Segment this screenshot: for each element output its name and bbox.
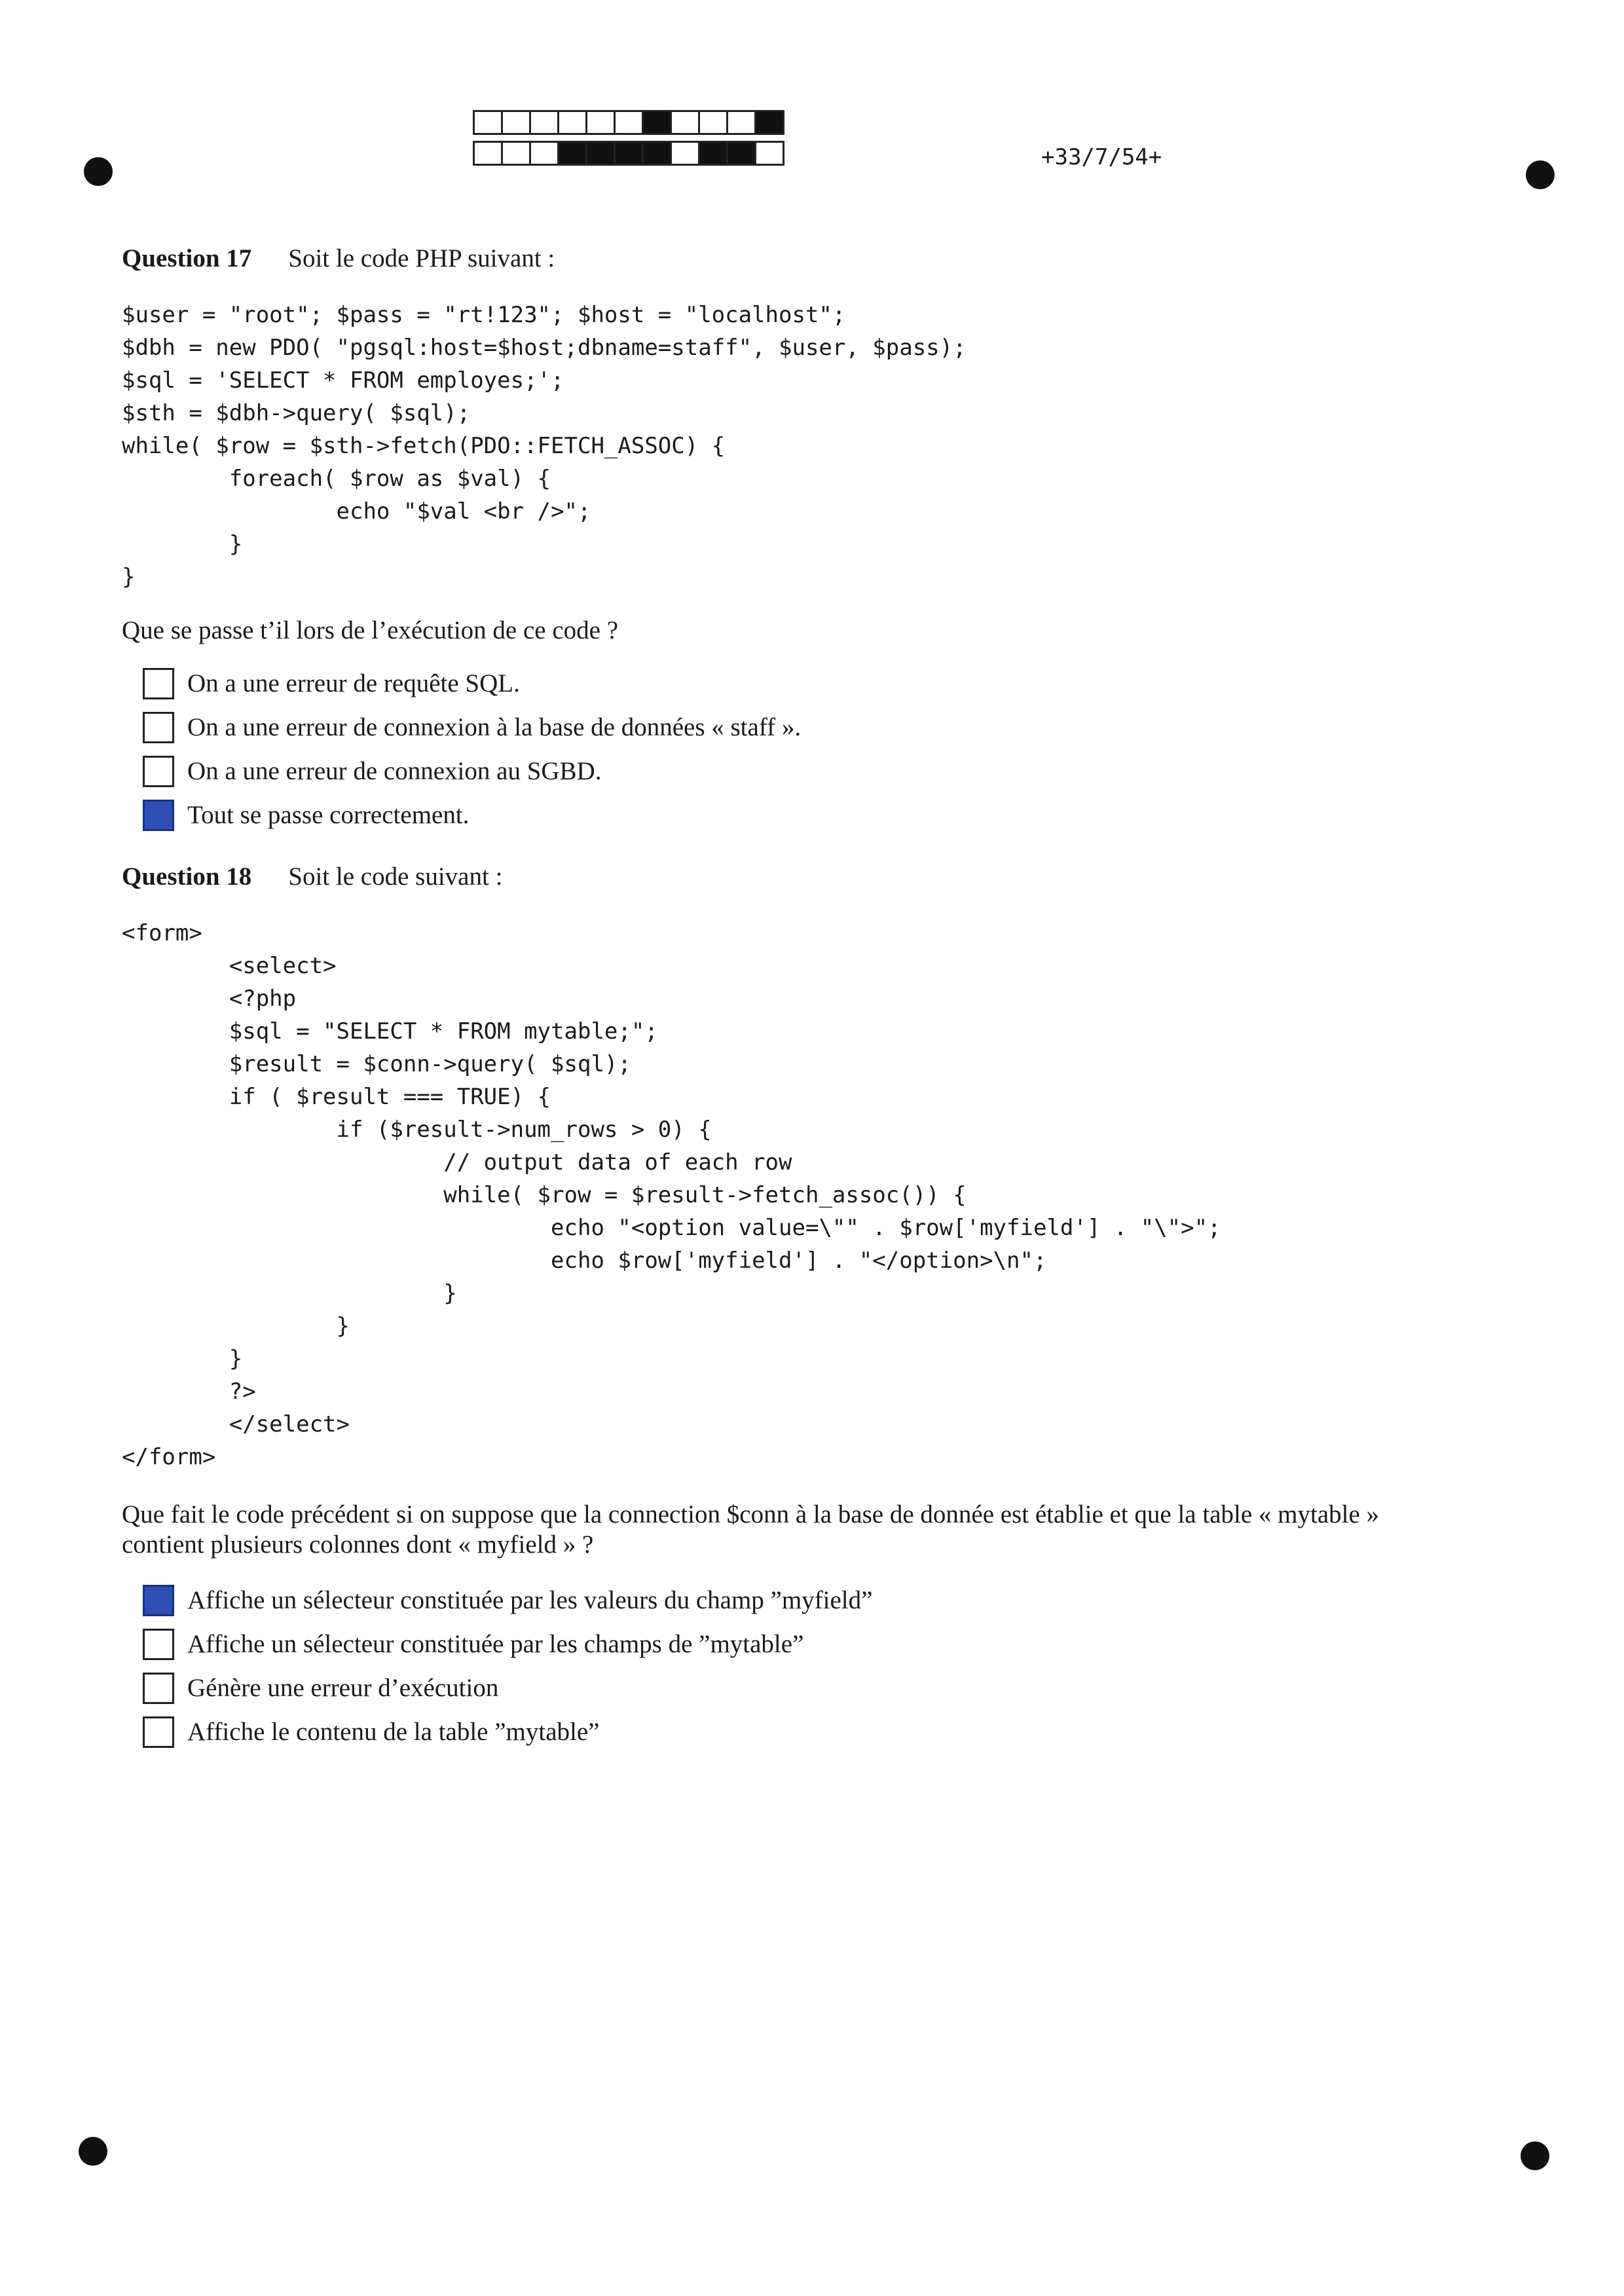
answer-option[interactable] bbox=[143, 1578, 872, 1622]
id-cell-filled bbox=[585, 141, 616, 166]
id-cell-filled bbox=[698, 141, 728, 166]
answer-label: On a une erreur de connexion à la base de données « staff ». bbox=[187, 713, 802, 741]
question-17-intro: Soit le code PHP suivant : bbox=[288, 244, 555, 272]
id-cell-filled bbox=[726, 141, 756, 166]
checkbox-checked[interactable] bbox=[143, 800, 174, 831]
id-cell-filled bbox=[642, 141, 672, 166]
answer-label: On a une erreur de requête SQL. bbox=[187, 669, 520, 697]
answer-label: Affiche un sélecteur constituée par les champs de ”mytable” bbox=[187, 1630, 804, 1658]
answer-label: Affiche le contenu de la table ”mytable” bbox=[187, 1718, 600, 1746]
id-cell-empty bbox=[726, 110, 756, 135]
id-cell-empty bbox=[529, 110, 559, 135]
checkbox[interactable] bbox=[143, 712, 174, 743]
question-17-header bbox=[122, 244, 555, 273]
id-cell-empty bbox=[670, 141, 700, 166]
checkbox[interactable] bbox=[143, 1629, 174, 1660]
question-18-prompt-line-1: Que fait le code précédent si on suppose que la connection $conn à la base de donnée est établie et que la table « mytable » bbox=[122, 1500, 1380, 1528]
id-cell-empty bbox=[670, 110, 700, 135]
question-18-header bbox=[122, 862, 502, 891]
answer-label: Tout se passe correctement. bbox=[187, 801, 470, 829]
answer-option[interactable] bbox=[143, 749, 801, 793]
checkbox-checked[interactable] bbox=[143, 1585, 174, 1616]
checkbox[interactable] bbox=[143, 668, 174, 699]
student-id-grid-row-2 bbox=[473, 141, 783, 166]
id-cell-empty bbox=[473, 141, 503, 166]
checkbox[interactable] bbox=[143, 1716, 174, 1748]
id-cell-empty bbox=[585, 110, 616, 135]
student-id-grid-row-1 bbox=[473, 110, 783, 135]
id-cell-filled bbox=[614, 141, 644, 166]
answer-label: Génère une erreur d’exécution bbox=[187, 1674, 499, 1702]
question-17-label: Question 17 bbox=[122, 244, 252, 272]
id-cell-empty bbox=[614, 110, 644, 135]
registration-mark-bottom-right bbox=[1521, 2141, 1549, 2170]
checkbox[interactable] bbox=[143, 756, 174, 787]
question-18-answers bbox=[143, 1578, 872, 1754]
question-17-prompt: Que se passe t’il lors de l’exécution de ce code ? bbox=[122, 616, 619, 644]
answer-option[interactable] bbox=[143, 1622, 872, 1666]
question-18-prompt-line-2: contient plusieurs colonnes dont « myfield » ? bbox=[122, 1530, 594, 1559]
id-cell-empty bbox=[557, 110, 587, 135]
id-cell-empty bbox=[529, 141, 559, 166]
question-18-code: <form> <select> <?php $sql = "SELECT * FROM mytable;"; $result = $conn->query( $sql); if ( $result === TRUE) { if ($result->num_rows > 0) { // output data of each row while( $row = $result->fetch_assoc()) { echo "<option value=\"" . $row['myfield'] . "\">"; echo $row['myfield'] . "</option>\n"; } } } ?> </select> </form> bbox=[122, 920, 1221, 1470]
registration-mark-top-right bbox=[1526, 160, 1555, 189]
id-cell-empty bbox=[473, 110, 503, 135]
question-18-prompt bbox=[122, 1500, 1379, 1560]
question-17-code: $user = "root"; $pass = "rt!123"; $host = "localhost"; $dbh = new PDO( "pgsql:host=$host;dbname=staff", $user, $pass); $sql = 'SELECT * FROM employes;'; $sth = $dbh->query( $sql); while( $row = $sth->fetch(PDO::FETCH_ASSOC) { foreach( $row as $val) { echo "$val <br />"; } } bbox=[122, 302, 967, 590]
answer-option[interactable] bbox=[143, 705, 801, 749]
checkbox[interactable] bbox=[143, 1673, 174, 1704]
id-cell-empty bbox=[501, 141, 531, 166]
question-18-intro: Soit le code suivant : bbox=[288, 862, 503, 891]
id-cell-empty bbox=[754, 141, 784, 166]
id-cell-filled bbox=[642, 110, 672, 135]
question-17-answers bbox=[143, 661, 801, 837]
id-cell-filled bbox=[754, 110, 784, 135]
question-18-label: Question 18 bbox=[122, 862, 252, 891]
id-cell-empty bbox=[501, 110, 531, 135]
registration-mark-bottom-left bbox=[79, 2137, 107, 2166]
answer-option[interactable] bbox=[143, 793, 801, 837]
page-code: +33/7/54+ bbox=[1041, 144, 1162, 170]
registration-mark-top-left bbox=[84, 157, 113, 186]
id-cell-filled bbox=[557, 141, 587, 166]
answer-label: Affiche un sélecteur constituée par les valeurs du champ ”myfield” bbox=[187, 1586, 873, 1614]
answer-option[interactable] bbox=[143, 661, 801, 705]
answer-label: On a une erreur de connexion au SGBD. bbox=[187, 757, 602, 785]
id-cell-empty bbox=[698, 110, 728, 135]
answer-option[interactable] bbox=[143, 1666, 872, 1710]
answer-option[interactable] bbox=[143, 1710, 872, 1754]
